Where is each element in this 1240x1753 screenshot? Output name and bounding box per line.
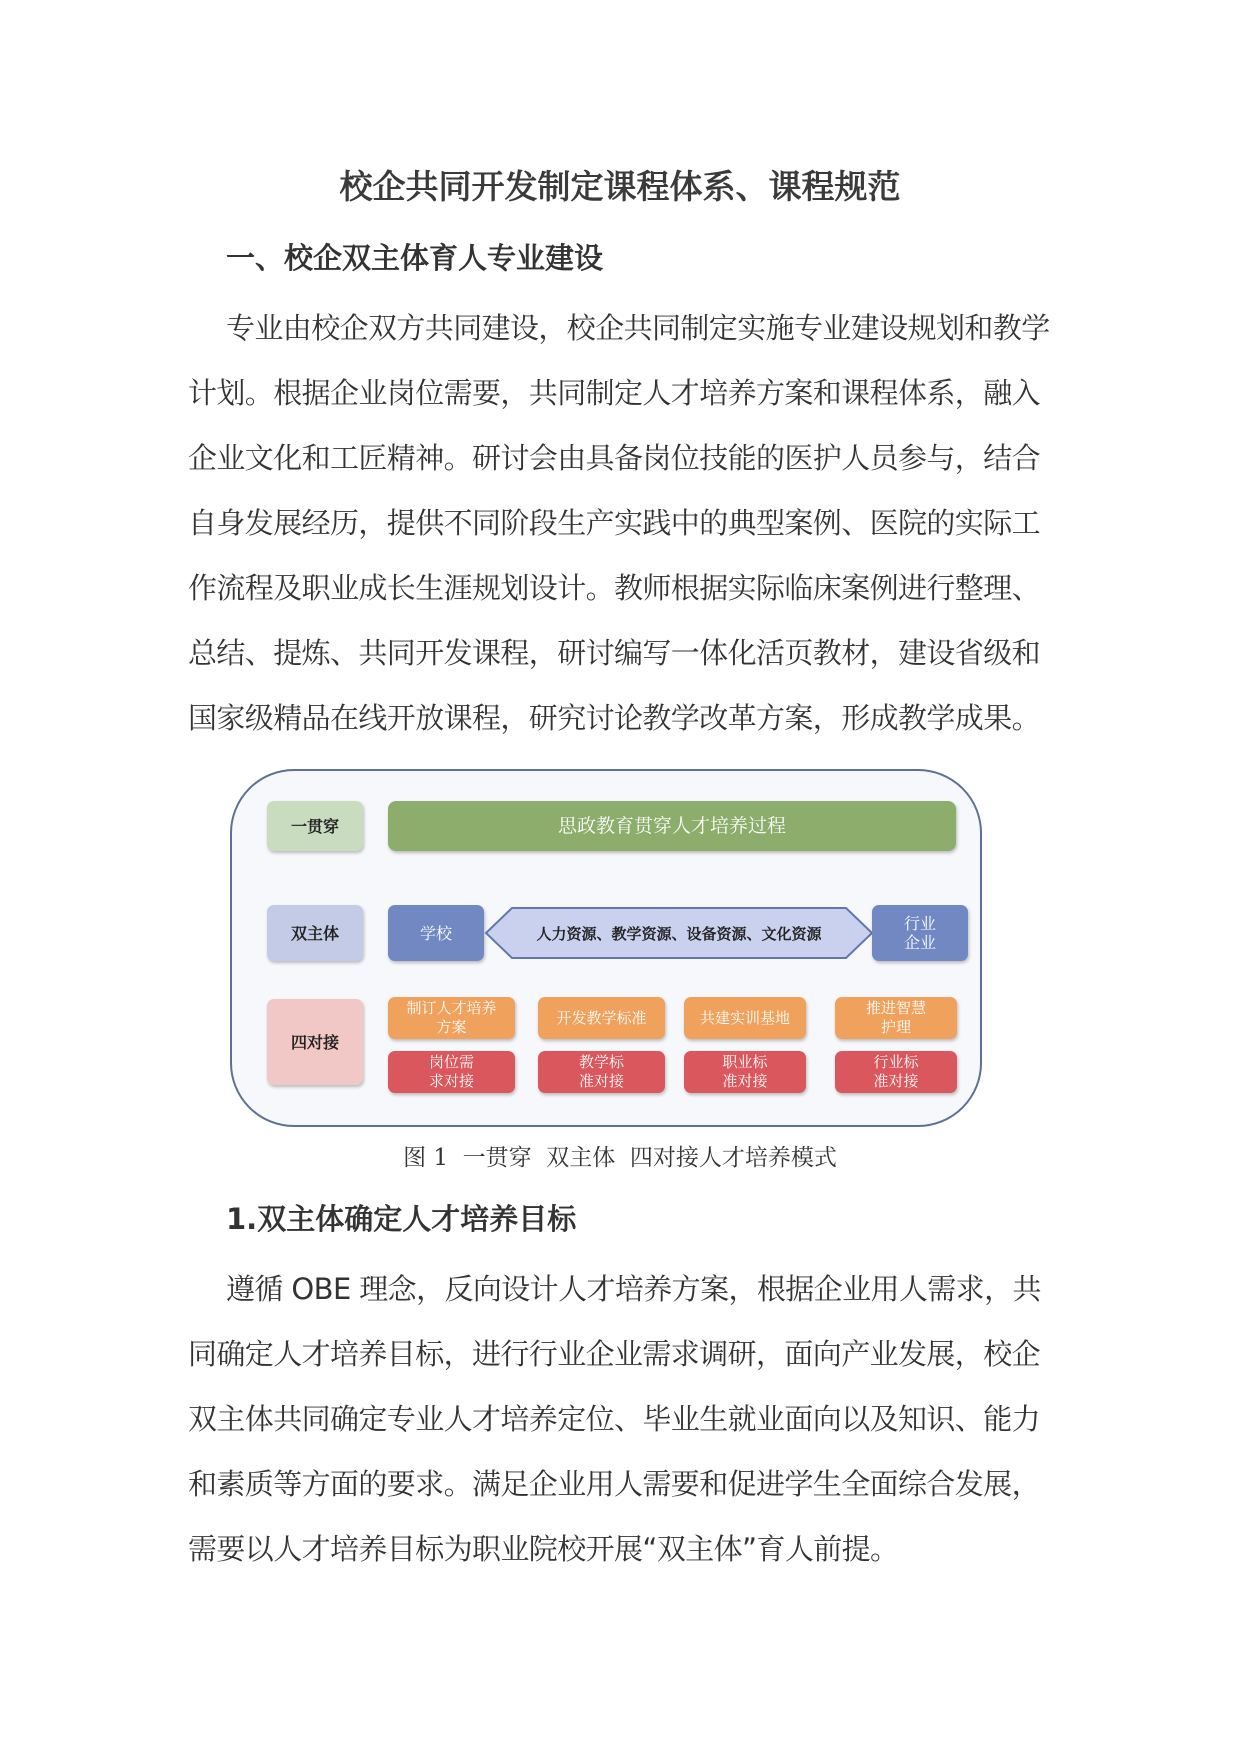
docking-top-3: 共建实训基地 (684, 997, 806, 1039)
paragraph-1: 专业由校企双方共同建设，校企共同制定实施专业建设规划和教学计划。根据企业岗位需要，共同制定人才培养方案和课程体系，融入企业文化和工匠精神。研讨会由具备岗位技能的医护人员参与，结合自身发展经历，提供不同阶段生产实践中的典型案例、医院的实际工作流程及职业成长生涯规划设计。教师根据实际临床案例进行整理、总结、提炼、共同开发课程，研讨编写一体化活页教材，建设省级和国家级精品在线开放课程，研究讨论教学改革方案，形成教学成果。 (188, 311, 1050, 735)
docking-top-2: 开发教学标准 (538, 997, 665, 1039)
document-title: 校企共同开发制定课程体系、课程规范 (339, 167, 901, 206)
ideology-education-bar: 思政教育贯穿人才培养过程 (388, 801, 956, 851)
docking-bottom-2: 教学标准对接 (538, 1051, 665, 1093)
resources-hexagon (484, 905, 874, 961)
school-box: 学校 (388, 905, 484, 961)
resources-text: 人力资源、教学资源、设备资源、文化资源 (536, 924, 822, 943)
docking-bottom-1: 岗位需求对接 (388, 1051, 515, 1093)
training-model-diagram (230, 769, 982, 1127)
section-heading-1: 一、校企双主体育人专业建设 (226, 241, 604, 275)
label-four-docking: 四对接 (267, 999, 363, 1085)
docking-top-4: 推进智慧护理 (835, 997, 957, 1039)
enterprise-box: 行业企业 (872, 905, 968, 961)
docking-bottom-4: 行业标准对接 (835, 1051, 957, 1093)
figure-caption: 图 1 一贯穿 双主体 四对接人才培养模式 (403, 1145, 837, 1171)
label-one-thread: 一贯穿 (267, 801, 363, 851)
section-heading-2: 1.双主体确定人才培养目标 (226, 1202, 577, 1236)
docking-top-1: 制订人才培养方案 (388, 997, 515, 1039)
docking-bottom-3: 职业标准对接 (684, 1051, 806, 1093)
paragraph-2: 遵循 OBE 理念，反向设计人才培养方案，根据企业用人需求，共同确定人才培养目标，进行行业企业需求调研，面向产业发展，校企双主体共同确定专业人才培养定位、毕业生就业面向以及知识、能力和素质等方面的要求。满足企业用人需要和促进学生全面综合发展，需要以人才培养目标为职业院校开展“双主体”育人前提。 (188, 1272, 1041, 1566)
label-dual-subject: 双主体 (267, 905, 363, 961)
